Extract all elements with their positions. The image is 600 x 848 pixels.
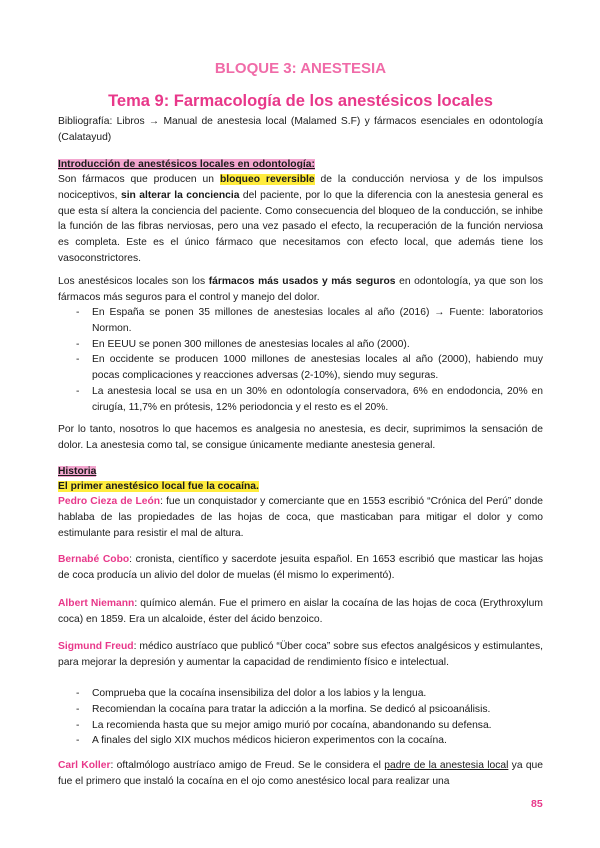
bloqueo-reversible-highlight: bloqueo reversible xyxy=(219,174,315,185)
farmacos-mas-usados: fármacos más usados y más seguros xyxy=(208,276,396,287)
cobo-name: Bernabé Cobo xyxy=(58,554,130,565)
sin-alterar-conciencia: sin alterar la conciencia xyxy=(120,189,240,201)
intro-p2-c: en odontología, ya que son los fármacos más seguros para el control y manejo del dolor. xyxy=(58,276,543,303)
intro-paragraph-3: Por lo tanto, nosotros lo que hacemos es analgesia no anestesia, es decir, suprimimos la sensación de dolor. La anestesia como tal, se consigue únicamente mediante anestesia general. xyxy=(58,424,543,451)
list-item: - En occidente se producen 1000 millones de anestesias locales al año (2000), habiendo muy pocas complicaciones y reacciones adversas (2-10%), siendo muy seguras. xyxy=(76,352,543,384)
niemann-paragraph xyxy=(58,596,543,628)
cieza-paragraph xyxy=(58,494,543,541)
list-item: - Comprueba que la cocaína insensibiliza del dolor a los labios y la lengua. xyxy=(76,686,543,702)
bibliography: Bibliografía: Libros → Manual de anestesia local (Malamed S.F) y fármacos esenciales en odontología (Calatayud) xyxy=(58,116,543,143)
freud-bullet-list xyxy=(76,686,543,749)
historia-heading-text: Historia xyxy=(58,466,97,477)
niemann-name: Albert Niemann xyxy=(58,598,135,609)
tema-title: Tema 9: Farmacología de los anestésicos locales xyxy=(108,92,493,110)
intro-heading xyxy=(58,157,543,173)
list-item: - Recomiendan la cocaína para tratar la adicción a la morfina. Se dedicó al psicoanálisis. xyxy=(76,702,543,718)
intro-paragraph-1 xyxy=(58,172,543,267)
freud-paragraph xyxy=(58,639,543,671)
intro-p2-a: Los anestésicos locales son los xyxy=(58,276,209,287)
intro-p1-c: de la conducción nerviosa y de los impulsos nociceptivos, xyxy=(58,174,543,201)
intro-paragraph-2 xyxy=(58,274,543,306)
koller-name: Carl Koller xyxy=(58,760,111,771)
cobo-text: : cronista, científico y sacerdote jesuita español. En 1653 escribió que masticar las hojas de coca producía un alivio del dolor de muelas (él mismo lo experimentó). xyxy=(58,554,543,581)
cieza-name: Pedro Cieza de León xyxy=(58,496,161,507)
cobo-paragraph xyxy=(58,552,543,584)
list-item: - En España se ponen 35 millones de anestesias locales al año (2016) → Fuente: laboratorios Normon. xyxy=(76,305,543,337)
historia-subheading xyxy=(58,479,543,495)
padre-anestesia-local: padre de la anestesia local xyxy=(384,760,509,771)
freud-text: : médico austríaco que publicó “Über coca” sobre sus efectos analgésicos y estimulantes, para mejorar la depresión y aumentar la capacidad de rendimiento físico e intelectual. xyxy=(58,641,543,668)
koller-text-a: : oftalmólogo austríaco amigo de Freud. Se le considera el xyxy=(110,760,385,771)
historia-subheading-text: El primer anestésico local fue la cocaína. xyxy=(58,481,259,492)
page-number: 85 xyxy=(531,798,543,810)
list-item: - La recomienda hasta que su mejor amigo murió por cocaína, abandonando su defensa. xyxy=(76,718,543,734)
intro-p1-a: Son fármacos que producen un xyxy=(58,174,220,185)
intro-heading-text: Introducción de anestésicos locales en odontología: xyxy=(58,159,315,170)
koller-text-c: ya que fue el primero que instaló la cocaína en el ojo como anestésico local para realizar una xyxy=(58,760,543,787)
intro-bullet-list xyxy=(76,305,543,416)
intro-p1-e: del paciente, por lo que la diferencia con la anestesia general es que esta sí altera la conciencia del paciente. Como consecuencia del bloqueo de la conducción, se inhibe la función de las fibras nerviosas, pero una vez pasado el efecto, la recuperación de la función nerviosa es completa. Este es el único fármaco que necesitamos con efecto local, que además tiene los vasoconstrictores. xyxy=(58,189,543,264)
freud-name: Sigmund Freud xyxy=(58,641,134,652)
list-item: - A finales del siglo XIX muchos médicos hicieron experimentos con la cocaína. xyxy=(76,733,543,749)
koller-paragraph xyxy=(58,758,543,790)
cieza-text: : fue un conquistador y comerciante que en 1553 escribió “Crónica del Perú” donde hablaba de las propiedades de las hojas de coca, que masticaban para mitigar el dolor y como estimulante para resistir el mal de altura. xyxy=(58,496,544,539)
niemann-text: : químico alemán. Fue el primero en aislar la cocaína de las hojas de coca (Erythroxylum coca) en 1859. Era un alcaloide, éster del ácido benzoico. xyxy=(58,598,543,625)
list-item: - La anestesia local se usa en un 30% en odontología conservadora, 6% en endodoncia, 20% en cirugía, 11,7% en prótesis, 12% periodoncia y el resto es el 20%. xyxy=(76,384,543,416)
list-item: - En EEUU se ponen 300 millones de anestesias locales al año (2000). xyxy=(76,337,543,353)
historia-heading xyxy=(58,464,543,480)
block-title: BLOQUE 3: ANESTESIA xyxy=(214,60,387,77)
